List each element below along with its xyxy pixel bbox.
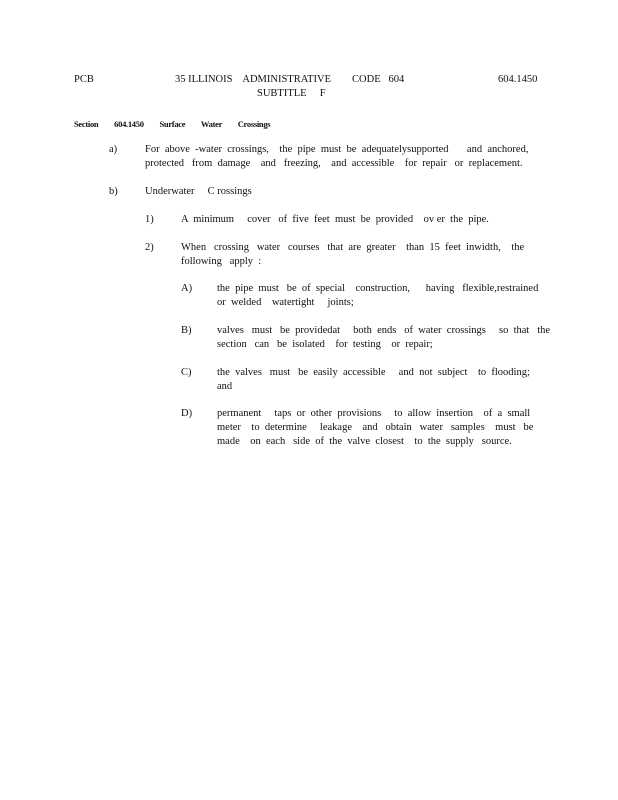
item-b1-line1: A minimum cover of five feet must be provided ov er the pipe. bbox=[181, 214, 489, 225]
item-b-line1: Underwater C rossings bbox=[145, 186, 252, 197]
header-center-title bbox=[175, 73, 435, 101]
header-title-line1: 35 ILLINOIS ADMINISTRATIVE CODE 604 bbox=[175, 74, 405, 85]
item-bB-label: B) bbox=[181, 325, 192, 336]
item-b2-line1: When crossing water courses that are greater than 15 feet inwidth, the bbox=[181, 242, 525, 253]
item-b2-text bbox=[181, 241, 524, 269]
item-bA-label: A) bbox=[181, 283, 193, 294]
item-a-line1: For above -water crossings, the pipe must be adequatelysupported and anchored, bbox=[145, 144, 529, 155]
item-bA-line2: or welded watertight joints; bbox=[217, 297, 354, 308]
item-bB-text bbox=[217, 324, 550, 352]
item-bD-label: D) bbox=[181, 408, 193, 419]
header-title-line2: SUBTITLE F bbox=[257, 88, 326, 99]
item-bC-line2: and bbox=[217, 381, 233, 392]
item-bD-line3: made on each side of the valve closest to the supply source. bbox=[217, 436, 512, 447]
item-bD-text bbox=[217, 407, 533, 449]
item-a-text bbox=[145, 143, 528, 171]
item-b-text bbox=[145, 185, 252, 199]
item-b2-line2: following apply : bbox=[181, 256, 262, 267]
item-bA-text bbox=[217, 282, 538, 310]
item-bC-line1: the valves must be easily accessible and not subject to flooding; bbox=[217, 367, 530, 378]
item-b-label: b) bbox=[109, 186, 118, 197]
header-left-agency: PCB bbox=[74, 74, 94, 85]
item-bB-line1: valves must be providedat both ends of water crossings so that the bbox=[217, 325, 551, 336]
item-b1-text bbox=[181, 213, 489, 227]
item-bB-line2: section can be isolated for testing or repair; bbox=[217, 339, 433, 350]
item-bC-label: C) bbox=[181, 367, 192, 378]
item-bD-line1: permanent taps or other provisions to allow insertion of a small bbox=[217, 408, 531, 419]
header-right-section-number: 604.1450 bbox=[498, 74, 538, 85]
item-a-line2: protected from damage and freezing, and accessible for repair or replacement. bbox=[145, 158, 523, 169]
item-bD-line2: meter to determine leakage and obtain water samples must be bbox=[217, 422, 534, 433]
item-a-label: a) bbox=[109, 144, 118, 155]
item-b2-label: 2) bbox=[145, 242, 154, 253]
item-bA-line1: the pipe must be of special construction, having flexible,restrained bbox=[217, 283, 539, 294]
item-bC-text bbox=[217, 366, 530, 394]
item-b1-label: 1) bbox=[145, 214, 154, 225]
section-heading: Section 604.1450 Surface Water Crossings bbox=[74, 119, 271, 129]
